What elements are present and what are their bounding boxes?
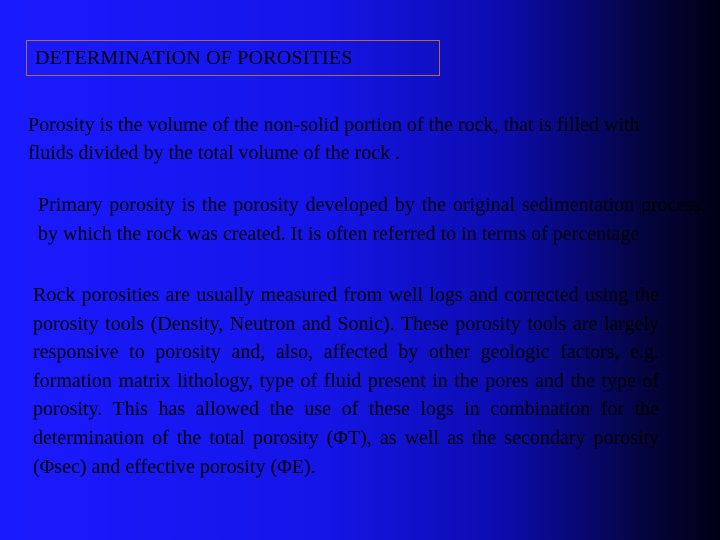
porosity-definition-paragraph: Porosity is the volume of the non-solid portion of the rock, that is filled with fluids divided by the total volume of the rock . <box>28 114 640 164</box>
rock-porosity-measurement-paragraph: Rock porosities are usually measured from well logs and corrected using the porosity tools (Density, Neutron and Sonic). These porosity tools are largely responsive to porosity and, also, affected by other geologic factors, e.g. formation matrix lithology, type of fluid present in the pores and the type of porosity. This has allowed the use of these logs in combination for the determination of the total porosity (ΦT), as well as the secondary porosity (Φsec) and effective porosity (ΦE). <box>33 284 659 478</box>
slide-title: DETERMINATION OF POROSITIES <box>26 40 440 76</box>
primary-porosity-paragraph: Primary porosity is the porosity developed by the original sedimentation process, by which the rock was created. It is often referred to in terms of percentage <box>38 194 706 245</box>
